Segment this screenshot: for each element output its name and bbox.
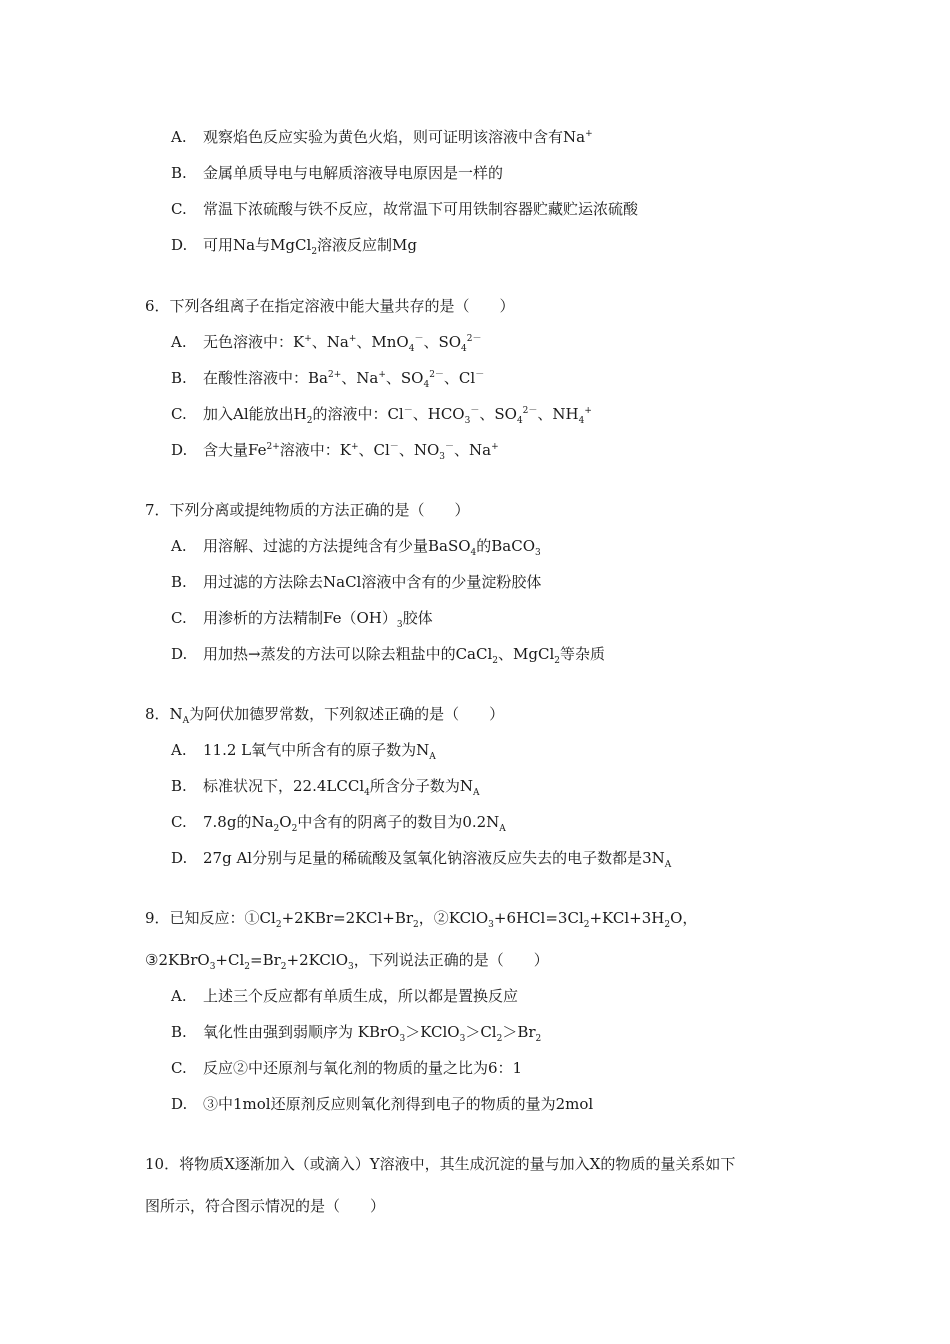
q5-option-b[interactable]	[171, 163, 503, 183]
q6-stem: 6．下列各组离子在指定溶液中能大量共存的是（ ）	[145, 297, 515, 315]
q5-option-d[interactable]: D. 可用Na与MgCl$_2$溶液反应制Mg	[171, 236, 418, 257]
q9-option-c[interactable]: C. 反应②中还原剂与氧化剂的物质的量之比为6：1	[171, 1059, 523, 1077]
option-letter: B.	[171, 164, 187, 182]
option-letter: A.	[171, 128, 187, 146]
q9-option-b[interactable]: B. 氧化性由强到弱顺序为 $KBrO_3>KClO_3>Cl_2>Br_2$	[171, 1023, 542, 1044]
q7-stem: 7．下列分离或提纯物质的方法正确的是（ ）	[145, 501, 470, 519]
q6-option-d[interactable]: D. 含大量$Fe^{2+}$溶液中：K+、Cl－、$NO_3^-$、Na+	[171, 441, 499, 462]
option-letter: D.	[171, 236, 188, 254]
q8-option-d[interactable]: D. 27g Al分别与足量的稀硫酸及氢氧化钠溶液反应失去的电子数都是$3N_A$	[171, 849, 672, 870]
q6-option-b[interactable]: B. 在酸性溶液中：$Ba^{2+}$、Na+、$SO_4^{2-}$、Cl－	[171, 369, 485, 390]
q9-stem-line2: $③2KBrO_3+Cl_2=Br_2+2KClO_3$，下列说法正确的是（ ）	[145, 951, 549, 972]
q9-stem-line1: 9．已知反应：$①Cl_2+2KBr=2KCl+Br_2$，$②KClO_3+6HCl=3Cl_2+KCl+3H_2O$，	[145, 909, 698, 930]
q5-option-c[interactable]	[171, 199, 638, 219]
q10-stem-line2: 图所示，符合图示情况的是（ ）	[145, 1197, 386, 1215]
q8-option-a[interactable]: A. 11.2 L氧气中所含有的原子数为$N_A$	[171, 741, 436, 762]
q6-option-a[interactable]: A. 无色溶液中：K+、Na+、MnO$_4$－、$SO_4^{2-}$	[171, 333, 482, 354]
q7-option-a[interactable]: A. 用溶解、过滤的方法提纯含有少量BaSO$_4$的BaCO$_3$	[171, 537, 541, 558]
option-text: 常温下浓硫酸与铁不反应，故常温下可用铁制容器贮藏贮运浓硫酸	[203, 200, 639, 218]
q6-option-c[interactable]: C. 加入Al能放出$H_2$的溶液中：Cl－、$HCO_3^-$、$SO_4^{2-}$、$NH_4^+$	[171, 405, 592, 426]
q8-option-c[interactable]: C. 7.8g的$Na_2O_2$中含有的阴离子的数目为$0.2N_A$	[171, 813, 506, 834]
q7-option-d[interactable]: D. 用加热→蒸发的方法可以除去粗盐中的CaCl$_2$、MgCl$_2$等杂质	[171, 645, 605, 666]
option-text: 金属单质导电与电解质溶液导电原因是一样的	[203, 164, 504, 182]
q5-option-a[interactable]: A. 观察焰色反应实验为黄色火焰，则可证明该溶液中含有Na+	[171, 128, 593, 146]
q7-option-c[interactable]: C. 用渗析的方法精制$Fe(OH)_3$胶体	[171, 609, 433, 630]
q9-option-d[interactable]: D. ③中1mol还原剂反应则氧化剂得到电子的物质的量为2mol	[171, 1095, 594, 1113]
q10-stem-line1: 10．将物质X逐渐加入（或滴入）Y溶液中，其生成沉淀的量与加入X的物质的量关系如下	[145, 1155, 736, 1173]
q9-option-a[interactable]: A. 上述三个反应都有单质生成，所以都是置换反应	[171, 987, 519, 1005]
q7-option-b[interactable]: B. 用过滤的方法除去NaCl溶液中含有的少量淀粉胶体	[171, 573, 542, 591]
q8-option-b[interactable]: B. 标准状况下，22.4LCCl$_4$所含分子数为$N_A$	[171, 777, 480, 798]
option-letter: C.	[171, 200, 187, 218]
option-text: 观察焰色反应实验为黄色火焰，则可证明该溶液中含有Na	[203, 128, 586, 146]
q8-stem: 8．$N_A$为阿伏加德罗常数，下列叙述正确的是（ ）	[145, 705, 505, 726]
